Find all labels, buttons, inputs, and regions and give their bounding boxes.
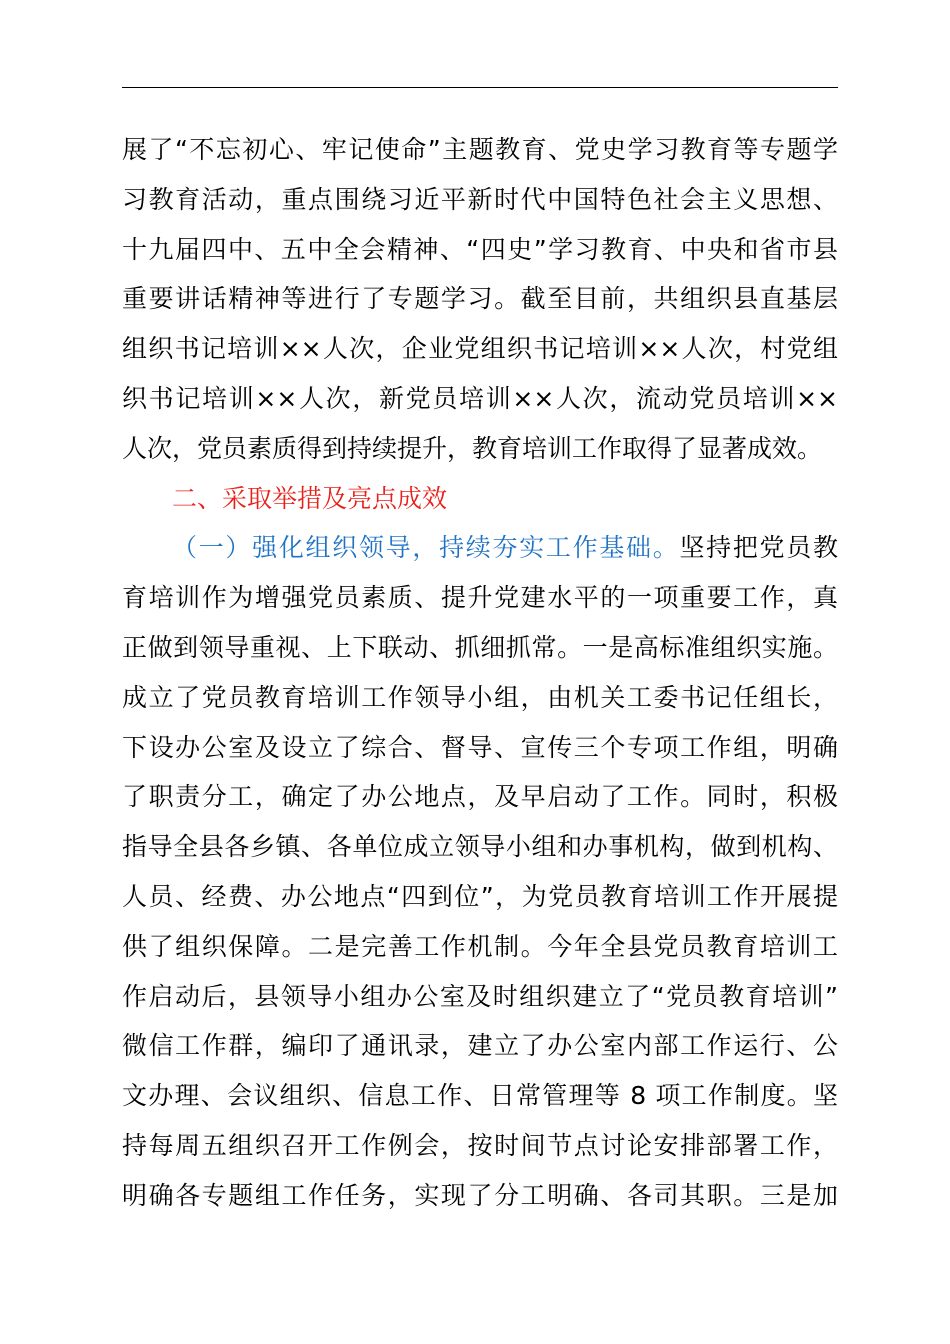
text-line: 展了“不忘初心、牢记使命”主题教育、党史学习教育等专题学 — [122, 135, 838, 164]
subsection-first-line — [122, 523, 838, 573]
text-line: 文办理、会议组织、信息工作、日常管理等 8 项工作制度。坚 — [122, 1081, 838, 1111]
text-line: 习教育活动，重点围绕习近平新时代中国特色社会主义思想、 — [122, 184, 838, 214]
text-line: 指导全县各乡镇、各单位成立领导小组和办事机构，做到机构、 — [122, 832, 838, 862]
text-line: 育培训作为增强党员素质、提升党建水平的一项重要工作，真 — [122, 583, 838, 613]
text-line: 持每周五组织召开工作例会，按时间节点讨论安排部署工作， — [122, 1130, 838, 1160]
document-body — [122, 125, 838, 1221]
text-line: 下设办公室及设立了综合、督导、宣传三个专项工作组，明确 — [122, 732, 838, 762]
text-line: 了职责分工，确定了办公地点，及早启动了工作。同时，积极 — [122, 782, 838, 812]
text-line: 织书记培训××人次，新党员培训××人次，流动党员培训×× — [122, 383, 838, 413]
text-line: 正做到领导重视、上下联动、抓细抓常。一是高标准组织实施。 — [122, 632, 838, 662]
subsection-text: 坚持把党员教 — [679, 533, 838, 563]
text-line: 人员、经费、办公地点“四到位”，为党员教育培训工作开展提 — [122, 881, 838, 911]
text-line: 人次，党员素质得到持续提升，教育培训工作取得了显著成效。 — [122, 433, 823, 463]
text-line: 重要讲话精神等进行了专题学习。截至目前，共组织县直基层 — [122, 284, 838, 314]
subsection-title: （一）强化组织领导，持续夯实工作基础。 — [172, 533, 680, 563]
text-line: 成立了党员教育培训工作领导小组，由机关工委书记任组长， — [122, 682, 838, 712]
header-divider — [122, 87, 838, 88]
text-line: 微信工作群，编印了通讯录，建立了办公室内部工作运行、公 — [122, 1031, 838, 1061]
text-line: 组织书记培训××人次，企业党组织书记培训××人次，村党组 — [122, 334, 838, 364]
text-line: 作启动后，县领导小组办公室及时组织建立了“党员教育培训” — [122, 981, 838, 1011]
text-line: 明确各专题组工作任务，实现了分工明确、各司其职。三是加 — [122, 1180, 838, 1210]
section-heading: 二、采取举措及亮点成效 — [172, 483, 448, 513]
text-line: 供了组织保障。二是完善工作机制。今年全县党员教育培训工 — [122, 931, 838, 961]
text-line: 十九届四中、五中全会精神、“四史”学习教育、中央和省市县 — [122, 234, 838, 264]
